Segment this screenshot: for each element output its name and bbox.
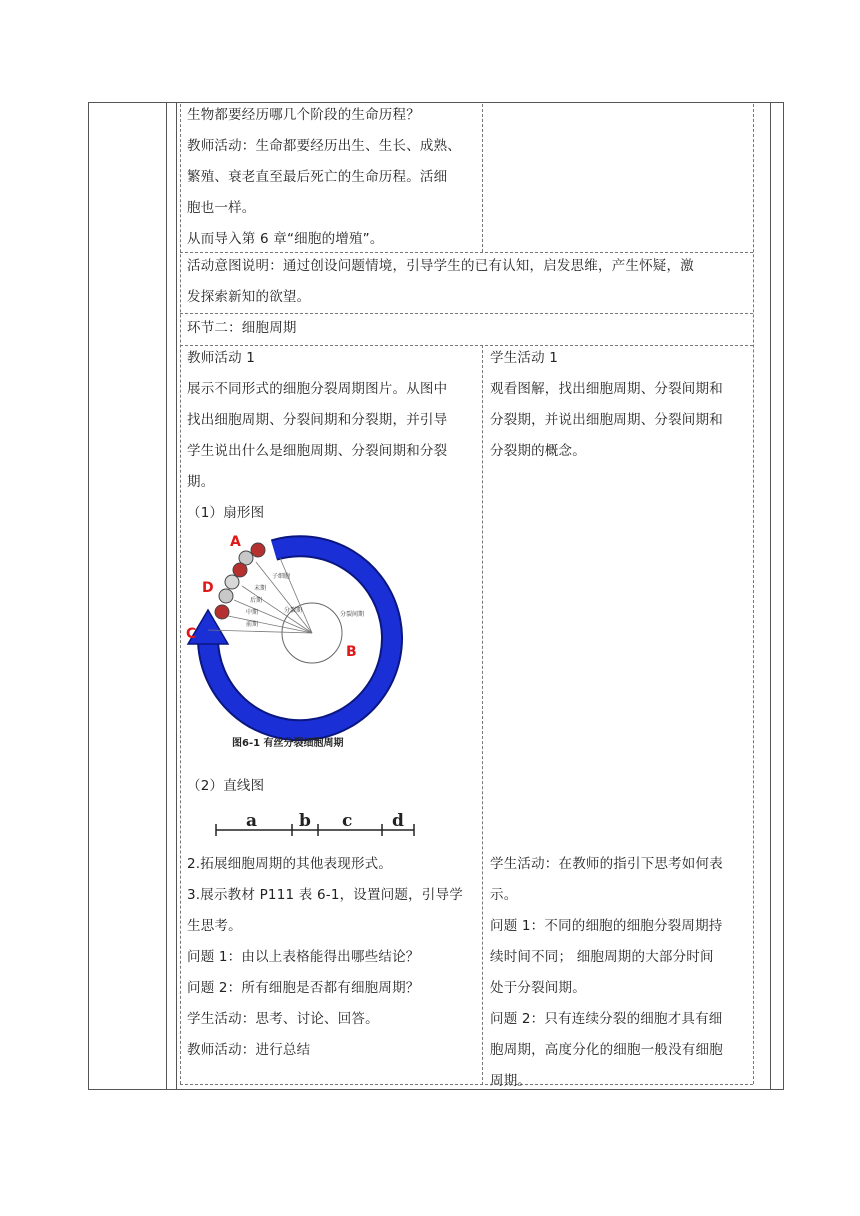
teacher-extension-cell bbox=[187, 849, 477, 1066]
intro-chapter-lead: 从而导入第 6 章“细胞的增殖”。 bbox=[187, 231, 384, 247]
table-col2-border bbox=[176, 102, 177, 1089]
intro-question: 生物都要经历哪几个阶段的生命历程？ bbox=[187, 107, 420, 123]
intent-line: 活动意图说明：通过创设问题情境，引导学生的已有认知，启发思维，产生怀疑，激 bbox=[187, 258, 694, 274]
svg-text:后期: 后期 bbox=[250, 597, 263, 604]
activity-divider bbox=[482, 345, 483, 1085]
teacher-text-line: 期。 bbox=[187, 474, 215, 490]
question-2: 问题 2：所有细胞是否都有细胞周期？ bbox=[187, 980, 420, 996]
line-figure-label: （2）直线图 bbox=[187, 778, 265, 794]
student-activity-title: 学生活动 1 bbox=[490, 350, 559, 366]
segment-label-a: a bbox=[246, 811, 258, 831]
teacher-extension-line: 生思考。 bbox=[187, 918, 242, 934]
svg-text:子细胞: 子细胞 bbox=[272, 573, 291, 580]
svg-text:前期: 前期 bbox=[246, 621, 259, 628]
teacher-extension-line: 3.展示教材 P111 表 6-1，设置问题，引导学 bbox=[187, 887, 463, 903]
cell-cycle-fan-figure bbox=[184, 528, 414, 756]
question-1: 问题 1：由以上表格能得出哪些结论？ bbox=[187, 949, 420, 965]
segment-label-d: d bbox=[392, 811, 404, 831]
section-title: 环节二：细胞周期 bbox=[187, 320, 297, 336]
svg-text:分裂间期: 分裂间期 bbox=[340, 611, 365, 618]
table-right-border bbox=[783, 102, 784, 1089]
student-answer-line: 周期。 bbox=[490, 1073, 532, 1089]
intent-cell bbox=[187, 251, 753, 313]
student-answer-cell bbox=[490, 849, 750, 1097]
student-activity-note: 学生活动：思考、讨论、回答。 bbox=[187, 1011, 379, 1027]
teacher-activity-cell bbox=[187, 343, 477, 529]
svg-text:中期: 中期 bbox=[246, 609, 259, 616]
teacher-text-line: 找出细胞周期、分裂间期和分裂期，并引导 bbox=[187, 412, 448, 428]
student-text-line: 分裂期的概念。 bbox=[490, 443, 586, 459]
letter-c: C bbox=[186, 626, 197, 642]
letter-a: A bbox=[230, 534, 241, 550]
intro-teacher-activity: 教师活动：生命都要经历出生、生长、成熟、 bbox=[187, 138, 461, 154]
intro-cell bbox=[187, 100, 477, 255]
teacher-activity-title: 教师活动 1 bbox=[187, 350, 256, 366]
student-answer-line: 示。 bbox=[490, 887, 518, 903]
letter-b: B bbox=[346, 644, 357, 660]
student-answer-line: 续时间不同； 细胞周期的大部分时间 bbox=[490, 949, 714, 965]
student-answer-line: 处于分裂间期。 bbox=[490, 980, 586, 996]
intent-line: 发探索新知的欲望。 bbox=[187, 289, 311, 305]
teacher-text-line: 学生说出什么是细胞周期、分裂间期和分裂 bbox=[187, 443, 448, 459]
svg-text:末期: 末期 bbox=[254, 585, 267, 592]
svg-text:分裂期: 分裂期 bbox=[284, 607, 303, 614]
fan-caption: 图6-1 有丝分裂细胞周期 bbox=[232, 738, 344, 749]
intro-divider bbox=[482, 104, 483, 252]
student-answer-line: 胞周期，高度分化的细胞一般没有细胞 bbox=[490, 1042, 723, 1058]
letter-d: D bbox=[202, 580, 214, 596]
student-text-line: 观看图解，找出细胞周期、分裂间期和 bbox=[490, 381, 723, 397]
teacher-extension-line: 2.拓展细胞周期的其他表现形式。 bbox=[187, 856, 393, 872]
segment-label-c: c bbox=[342, 811, 353, 831]
inner-left-border bbox=[180, 104, 181, 1084]
intro-text-line: 繁殖、衰老直至最后死亡的生命历程。活细 bbox=[187, 169, 448, 185]
cell-cycle-line-figure bbox=[212, 808, 418, 838]
fan-figure-label: （1）扇形图 bbox=[187, 505, 265, 521]
segment-label-b: b bbox=[299, 811, 311, 831]
table-col1-border bbox=[166, 102, 167, 1089]
teacher-text-line: 展示不同形式的细胞分裂周期图片。从图中 bbox=[187, 381, 448, 397]
table-col3-border bbox=[770, 102, 771, 1089]
table-left-border bbox=[88, 102, 89, 1089]
inner-right-border bbox=[753, 104, 754, 1084]
student-answer-line: 问题 2：只有连续分裂的细胞才具有细 bbox=[490, 1011, 723, 1027]
student-activity-cell bbox=[490, 343, 750, 467]
student-text-line: 分裂期，并说出细胞周期、分裂间期和 bbox=[490, 412, 723, 428]
student-answer-line: 问题 1：不同的细胞的细胞分裂周期持 bbox=[490, 918, 723, 934]
student-answer-line: 学生活动：在教师的指引下思考如何表 bbox=[490, 856, 723, 872]
teacher-summary-note: 教师活动：进行总结 bbox=[187, 1042, 311, 1058]
intro-text-line: 胞也一样。 bbox=[187, 200, 256, 216]
